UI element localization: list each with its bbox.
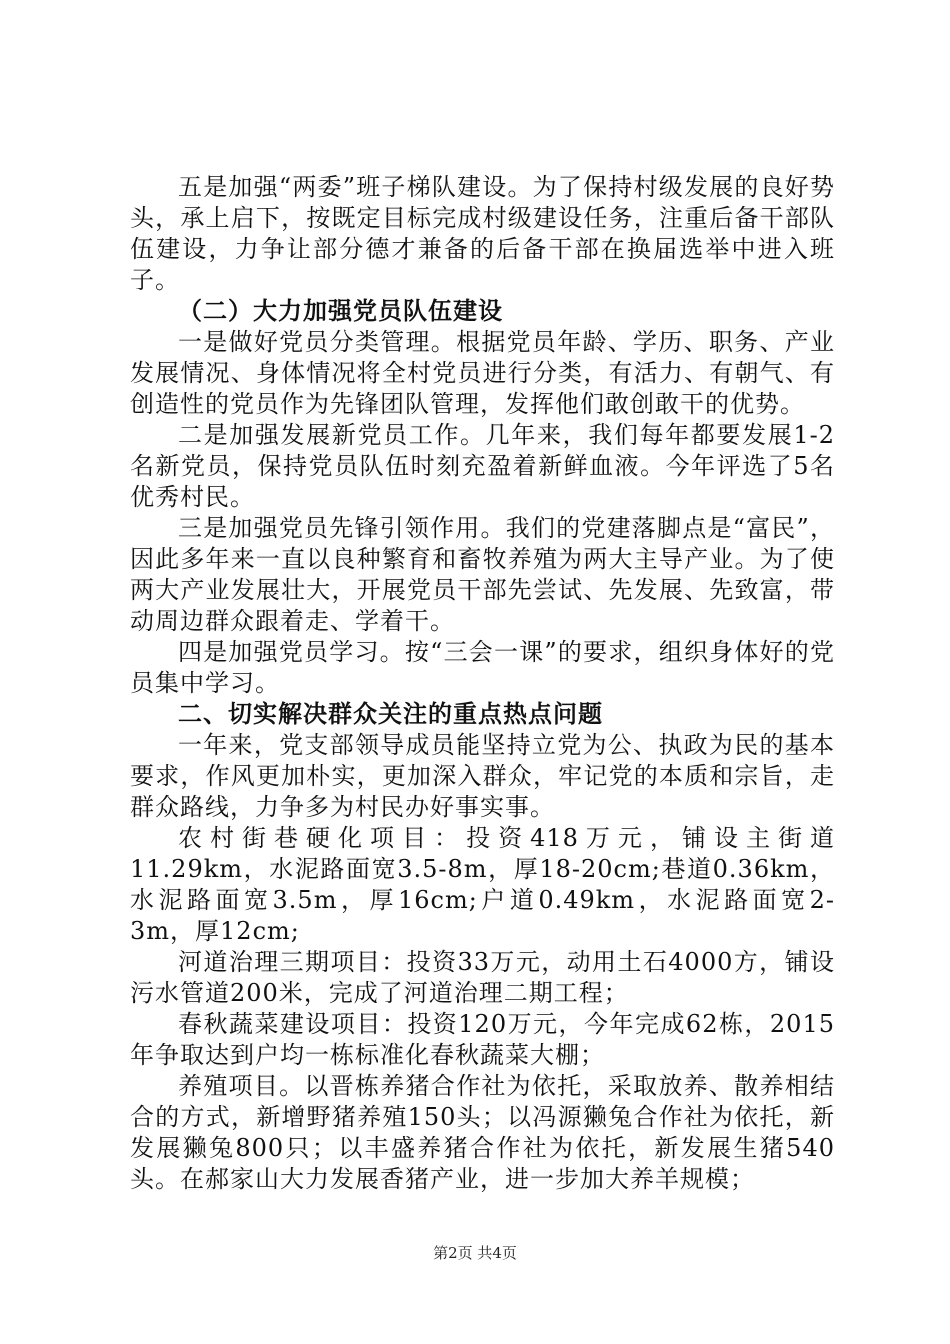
document-body bbox=[130, 172, 835, 1195]
paragraph-pioneer-role: 三是加强党员先锋引领作用。我们的党建落脚点是“富民”，因此多年来一直以良种繁育和畜牧养殖为两大主导产业。为了使两大产业发展壮大，开展党员干部先尝试、先发展、先致富，带动周边群众跟着走、学着干。 bbox=[130, 514, 835, 635]
paragraph-breeding-project: 养殖项目。以晋栋养猪合作社为依托，采取放养、散养相结合的方式，新增野猪养殖150头；以冯源獭兔合作社为依托，新发展獭兔800只；以丰盛养猪合作社为依托，新发展生猪540头。在郝家山大力发展香猪产业，进一步加大养羊规模； bbox=[130, 1072, 835, 1193]
paragraph-new-members: 二是加强发展新党员工作。几年来，我们每年都要发展1-2名新党员，保持党员队伍时刻充盈着新鲜血液。今年评选了5名优秀村民。 bbox=[130, 421, 835, 511]
paragraph-road-project: 农村街巷硬化项目：投资418万元，铺设主街道11.29km，水泥路面宽3.5-8m，厚18-20cm;巷道0.36km，水泥路面宽3.5m，厚16cm;户道0.49km，水泥路面宽2-3m，厚12cm; bbox=[130, 824, 835, 945]
paragraph-member-study: 四是加强党员学习。按“三会一课”的要求，组织身体好的党员集中学习。 bbox=[130, 638, 835, 697]
paragraph-vegetable-project: 春秋蔬菜建设项目：投资120万元，今年完成62栋，2015年争取达到户均一栋标准化春秋蔬菜大棚； bbox=[130, 1010, 835, 1069]
paragraph-team-building: 五是加强“两委”班子梯队建设。为了保持村级发展的良好势头，承上启下，按既定目标完成村级建设任务，注重后备干部队伍建设，力争让部分德才兼备的后备干部在换届选举中进入班子。 bbox=[130, 173, 835, 294]
section-heading-hot-issues: 二、切实解决群众关注的重点热点问题 bbox=[178, 700, 603, 728]
section-heading-party-members: （二）大力加强党员队伍建设 bbox=[178, 297, 503, 325]
paragraph-year-summary: 一年来，党支部领导成员能坚持立党为公、执政为民的基本要求，作风更加朴实，更加深入群众，牢记党的本质和宗旨，走群众路线，力争多为村民办好事实事。 bbox=[130, 731, 835, 821]
paragraph-member-classification: 一是做好党员分类管理。根据党员年龄、学历、职务、产业发展情况、身体情况将全村党员进行分类，有活力、有朝气、有创造性的党员作为先锋团队管理，发挥他们敢创敢干的优势。 bbox=[130, 328, 835, 418]
page-number-footer: 第2页 共4页 bbox=[433, 1244, 517, 1262]
paragraph-river-project: 河道治理三期项目：投资33万元，动用土石4000方，铺设污水管道200米，完成了河道治理二期工程； bbox=[130, 948, 835, 1007]
